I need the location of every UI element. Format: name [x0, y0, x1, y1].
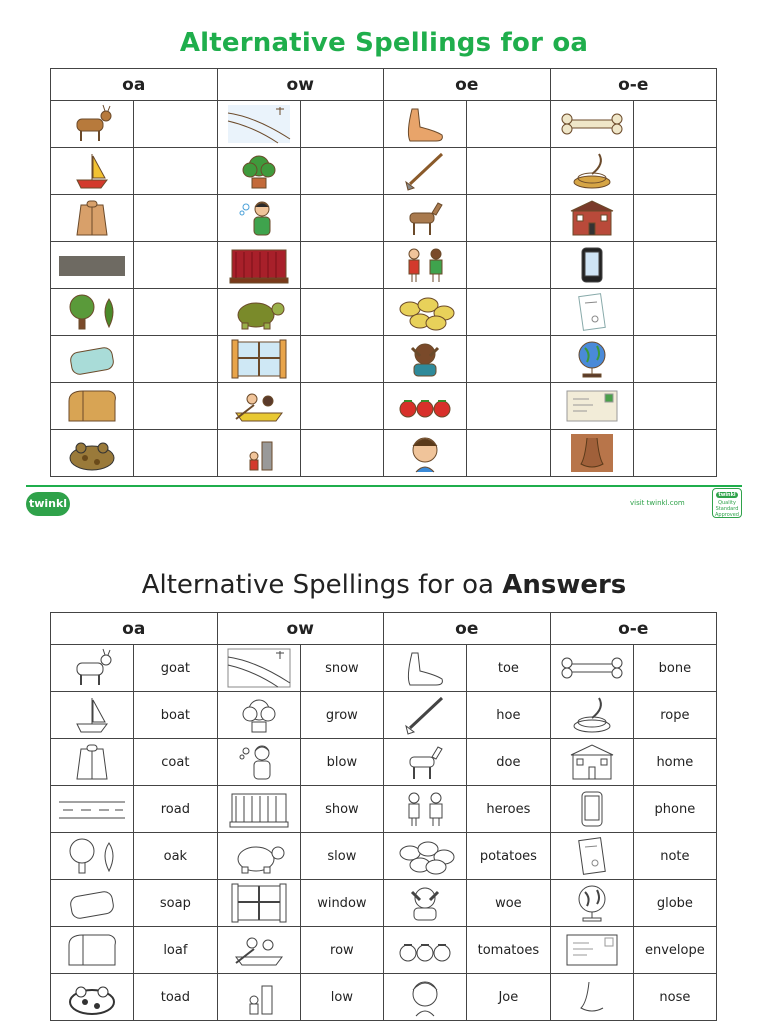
envelope-icon: [559, 385, 625, 427]
answer-cell: [300, 645, 383, 692]
picture-cell: [384, 383, 467, 430]
answer-word: toe: [497, 660, 519, 676]
write-cell[interactable]: [134, 148, 217, 195]
deer-icon: [392, 741, 458, 783]
write-cell[interactable]: [134, 101, 217, 148]
picture-cell: [384, 242, 467, 289]
tomatoes-icon: [392, 385, 458, 427]
answer-cell: [633, 645, 716, 692]
table-row: [51, 974, 717, 1021]
header-ow: ow: [217, 69, 384, 101]
picture-cell: [384, 692, 467, 739]
picture-cell: [217, 101, 300, 148]
answer-cell: [633, 739, 716, 786]
hoe-icon: [392, 150, 458, 192]
write-cell[interactable]: [467, 242, 550, 289]
write-cell[interactable]: [300, 101, 383, 148]
answer-word: home: [656, 754, 694, 770]
picture-cell: [51, 336, 134, 383]
crying-girl-icon: [392, 882, 458, 924]
nose-icon: [559, 432, 625, 474]
page-title: Alternative Spellings for oa: [179, 28, 589, 58]
picture-cell: [550, 101, 633, 148]
bread-icon: [59, 385, 125, 427]
road-icon: [59, 244, 125, 286]
write-cell[interactable]: [633, 148, 716, 195]
write-cell[interactable]: [134, 195, 217, 242]
write-cell[interactable]: [633, 242, 716, 289]
write-cell[interactable]: [633, 195, 716, 242]
write-cell[interactable]: [300, 289, 383, 336]
answer-cell: [633, 974, 716, 1021]
answer-word: grow: [325, 707, 358, 723]
answer-word: phone: [654, 801, 696, 817]
table-row: [51, 645, 717, 692]
answers-header-o-e: o-e: [550, 613, 717, 645]
picture-cell: [51, 927, 134, 974]
header-o-e: o-e: [550, 69, 717, 101]
answer-cell: [467, 645, 550, 692]
answer-word: slow: [327, 848, 357, 864]
answer-word: heroes: [486, 801, 531, 817]
answers-title: [0, 570, 768, 600]
boat-icon: [59, 150, 125, 192]
tortoise-icon: [226, 291, 292, 333]
answer-word: globe: [656, 895, 693, 911]
answer-word: low: [330, 989, 353, 1005]
globe-icon: [559, 338, 625, 380]
phone-icon: [559, 244, 625, 286]
answers-header-oe: oe: [384, 613, 551, 645]
answer-cell: [134, 974, 217, 1021]
picture-cell: [217, 739, 300, 786]
answer-cell: [300, 833, 383, 880]
answers-header-row: [51, 613, 717, 645]
house-icon: [559, 197, 625, 239]
heroes-icon: [392, 244, 458, 286]
write-cell[interactable]: [134, 242, 217, 289]
note-icon: [559, 835, 625, 877]
answers-title-bold: Answers: [502, 570, 627, 600]
oak-tree-icon: [59, 291, 125, 333]
write-cell[interactable]: [467, 336, 550, 383]
table-row: [51, 289, 717, 336]
goat-icon: [59, 103, 125, 145]
answer-word: bone: [658, 660, 692, 676]
hoe-icon: [392, 694, 458, 736]
picture-cell: [384, 101, 467, 148]
picture-cell: [51, 739, 134, 786]
table-row: [51, 101, 717, 148]
answer-cell: [467, 692, 550, 739]
picture-cell: [550, 645, 633, 692]
quality-badge-icon: [712, 488, 742, 518]
write-cell[interactable]: [467, 148, 550, 195]
answer-cell: [467, 833, 550, 880]
picture-cell: [217, 645, 300, 692]
write-cell[interactable]: [633, 336, 716, 383]
potatoes-icon: [392, 291, 458, 333]
write-cell[interactable]: [300, 430, 383, 477]
picture-cell: [217, 336, 300, 383]
low-icon: [226, 976, 292, 1018]
answer-cell: [467, 739, 550, 786]
house-icon: [559, 741, 625, 783]
picture-cell: [51, 974, 134, 1021]
picture-cell: [217, 692, 300, 739]
write-cell[interactable]: [633, 289, 716, 336]
toad-icon: [59, 976, 125, 1018]
picture-cell: [217, 430, 300, 477]
picture-cell: [384, 833, 467, 880]
answer-word: potatoes: [479, 848, 537, 864]
boy-icon: [392, 432, 458, 474]
picture-cell: [51, 880, 134, 927]
table-row: [51, 880, 717, 927]
picture-cell: [550, 289, 633, 336]
answer-word: window: [317, 895, 367, 911]
answer-word: soap: [159, 895, 191, 911]
oak-tree-icon: [59, 835, 125, 877]
answer-word: toad: [160, 989, 191, 1005]
answer-word: blow: [326, 754, 358, 770]
table-row: [51, 383, 717, 430]
potatoes-icon: [392, 835, 458, 877]
badge-top: twinkl: [716, 492, 738, 498]
visit-link[interactable]: visit twinkl.com: [630, 499, 685, 507]
picture-cell: [51, 430, 134, 477]
picture-cell: [51, 692, 134, 739]
answer-word: Joe: [498, 989, 519, 1005]
bone-icon: [559, 647, 625, 689]
answer-word: envelope: [645, 942, 705, 958]
write-cell[interactable]: [467, 195, 550, 242]
low-icon: [226, 432, 292, 474]
table-row: [51, 148, 717, 195]
picture-cell: [550, 786, 633, 833]
picture-cell: [51, 289, 134, 336]
answer-word: tomatoes: [477, 942, 540, 958]
table-row: [51, 692, 717, 739]
picture-cell: [51, 645, 134, 692]
boy-icon: [392, 976, 458, 1018]
answer-word: road: [160, 801, 190, 817]
picture-cell: [217, 242, 300, 289]
picture-cell: [550, 148, 633, 195]
picture-cell: [384, 880, 467, 927]
answers-header-ow: ow: [217, 613, 384, 645]
window-icon: [226, 338, 292, 380]
answer-word: coat: [161, 754, 190, 770]
picture-cell: [550, 927, 633, 974]
blowing-girl-icon: [226, 197, 292, 239]
heroes-icon: [392, 788, 458, 830]
answer-cell: [300, 880, 383, 927]
picture-cell: [550, 692, 633, 739]
write-cell[interactable]: [134, 336, 217, 383]
answer-word: nose: [659, 989, 691, 1005]
soap-icon: [59, 882, 125, 924]
picture-cell: [384, 148, 467, 195]
picture-cell: [384, 645, 467, 692]
answer-cell: [300, 786, 383, 833]
blowing-girl-icon: [226, 741, 292, 783]
header-oe: oe: [384, 69, 551, 101]
globe-icon: [559, 882, 625, 924]
stage-icon: [226, 244, 292, 286]
write-cell[interactable]: [134, 430, 217, 477]
picture-cell: [51, 833, 134, 880]
write-cell[interactable]: [300, 148, 383, 195]
answer-cell: [134, 786, 217, 833]
stage-icon: [226, 788, 292, 830]
picture-cell: [550, 383, 633, 430]
picture-cell: [550, 833, 633, 880]
table-row: [51, 242, 717, 289]
answer-word: doe: [496, 754, 521, 770]
road-icon: [59, 788, 125, 830]
plant-icon: [226, 694, 292, 736]
answer-word: goat: [160, 660, 191, 676]
coat-icon: [59, 197, 125, 239]
picture-cell: [217, 974, 300, 1021]
write-cell[interactable]: [633, 101, 716, 148]
answer-word: loaf: [163, 942, 188, 958]
picture-cell: [384, 195, 467, 242]
worksheet-table: [50, 68, 717, 477]
answer-cell: [134, 645, 217, 692]
table-row: [51, 336, 717, 383]
rowing-boat-icon: [226, 385, 292, 427]
rope-icon: [559, 150, 625, 192]
table-row: [51, 430, 717, 477]
worksheet-header-row: [51, 69, 717, 101]
picture-cell: [51, 195, 134, 242]
nose-icon: [559, 976, 625, 1018]
answer-word: oak: [163, 848, 188, 864]
soap-icon: [59, 338, 125, 380]
crying-girl-icon: [392, 338, 458, 380]
answer-word: row: [330, 942, 354, 958]
write-cell[interactable]: [300, 242, 383, 289]
answer-cell: [300, 739, 383, 786]
picture-cell: [217, 383, 300, 430]
picture-cell: [217, 880, 300, 927]
picture-cell: [550, 242, 633, 289]
picture-cell: [384, 974, 467, 1021]
picture-cell: [550, 739, 633, 786]
write-cell[interactable]: [300, 336, 383, 383]
header-oa: oa: [51, 69, 218, 101]
answer-cell: [633, 692, 716, 739]
badge-text: Quality Standard Approved: [715, 500, 739, 518]
picture-cell: [51, 786, 134, 833]
answers-title-prefix: Alternative Spellings for oa: [141, 570, 494, 600]
bread-icon: [59, 929, 125, 971]
answer-cell: [633, 880, 716, 927]
answer-cell: [134, 739, 217, 786]
answer-cell: [467, 974, 550, 1021]
picture-cell: [550, 974, 633, 1021]
write-cell[interactable]: [633, 383, 716, 430]
answer-cell: [300, 927, 383, 974]
picture-cell: [217, 289, 300, 336]
window-icon: [226, 882, 292, 924]
picture-cell: [51, 383, 134, 430]
picture-cell: [51, 242, 134, 289]
answers-header-oa: oa: [51, 613, 218, 645]
foot-toe-icon: [392, 103, 458, 145]
tomatoes-icon: [392, 929, 458, 971]
snow-icon: [226, 647, 292, 689]
answer-cell: [633, 927, 716, 974]
answer-word: boat: [160, 707, 191, 723]
picture-cell: [51, 101, 134, 148]
picture-cell: [384, 739, 467, 786]
answer-word: rope: [660, 707, 690, 723]
picture-cell: [550, 195, 633, 242]
answer-cell: [633, 786, 716, 833]
answer-word: hoe: [496, 707, 521, 723]
picture-cell: [384, 786, 467, 833]
answer-cell: [134, 880, 217, 927]
picture-cell: [550, 880, 633, 927]
write-cell[interactable]: [300, 195, 383, 242]
picture-cell: [51, 148, 134, 195]
envelope-icon: [559, 929, 625, 971]
answer-cell: [467, 927, 550, 974]
write-cell[interactable]: [467, 430, 550, 477]
table-row: [51, 833, 717, 880]
table-row: [51, 195, 717, 242]
rope-icon: [559, 694, 625, 736]
write-cell[interactable]: [134, 383, 217, 430]
table-row: [51, 927, 717, 974]
boat-icon: [59, 694, 125, 736]
foot-toe-icon: [392, 647, 458, 689]
answer-cell: [134, 833, 217, 880]
answer-cell: [467, 880, 550, 927]
answer-word: snow: [325, 660, 359, 676]
bone-icon: [559, 103, 625, 145]
answer-word: note: [660, 848, 690, 864]
phone-icon: [559, 788, 625, 830]
picture-cell: [217, 786, 300, 833]
tortoise-icon: [226, 835, 292, 877]
coat-icon: [59, 741, 125, 783]
write-cell[interactable]: [467, 289, 550, 336]
twinkl-logo: twinkl: [26, 492, 70, 516]
write-cell[interactable]: [633, 430, 716, 477]
write-cell[interactable]: [300, 383, 383, 430]
snow-icon: [226, 103, 292, 145]
table-row: [51, 739, 717, 786]
answer-cell: [300, 692, 383, 739]
picture-cell: [384, 289, 467, 336]
write-cell[interactable]: [467, 383, 550, 430]
answer-cell: [467, 786, 550, 833]
deer-icon: [392, 197, 458, 239]
answer-word: woe: [495, 895, 522, 911]
picture-cell: [217, 927, 300, 974]
answer-cell: [134, 692, 217, 739]
rowing-boat-icon: [226, 929, 292, 971]
picture-cell: [384, 430, 467, 477]
picture-cell: [217, 148, 300, 195]
picture-cell: [384, 336, 467, 383]
picture-cell: [384, 927, 467, 974]
write-cell[interactable]: [467, 101, 550, 148]
toad-icon: [59, 432, 125, 474]
plant-icon: [226, 150, 292, 192]
footer-divider: [26, 485, 742, 487]
answer-cell: [134, 927, 217, 974]
picture-cell: [217, 833, 300, 880]
answer-word: show: [325, 801, 359, 817]
answer-cell: [633, 833, 716, 880]
picture-cell: [550, 430, 633, 477]
write-cell[interactable]: [134, 289, 217, 336]
table-row: [51, 786, 717, 833]
answers-table: [50, 612, 717, 1021]
picture-cell: [550, 336, 633, 383]
picture-cell: [217, 195, 300, 242]
goat-icon: [59, 647, 125, 689]
answer-cell: [300, 974, 383, 1021]
note-icon: [559, 291, 625, 333]
